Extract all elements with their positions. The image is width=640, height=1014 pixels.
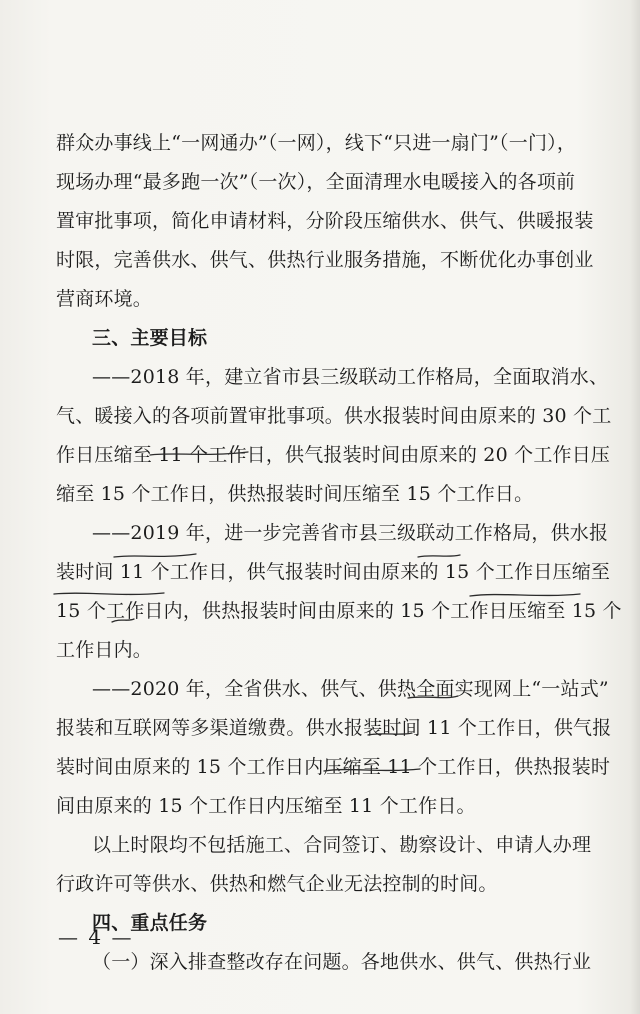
goal-2018-line: 作日压缩至 11 个工作日，供气报装时间由原来的 20 个工作日压 <box>56 444 611 466</box>
section-heading-main-goals: 三、主要目标 <box>92 327 208 349</box>
document-body <box>56 124 622 982</box>
goal-2018-line: ——2018 年，建立省市县三级联动工作格局，全面取消水、 <box>92 366 609 388</box>
paragraph-line: 现场办理“最多跑一次”（一次），全面清理水电暖接入的各项前 <box>56 171 576 193</box>
goal-2018-line: 气、暖接入的各项前置审批事项。供水报装时间由原来的 30 个工 <box>56 405 612 427</box>
goal-2020-line: 装时间由原来的 15 个工作日内压缩至 11 个工作日，供热报装时 <box>56 756 611 778</box>
page-edge-shadow <box>630 0 640 1014</box>
paragraph-line: 群众办事线上“一网通办”（一网），线下“只进一扇门”（一门）， <box>56 132 577 154</box>
paragraph-line: 置审批事项，简化申请材料，分阶段压缩供水、供气、供暖报装 <box>56 210 594 232</box>
goal-2019-line: 15 个工作日内，供热报装时间由原来的 15 个工作日压缩至 15 个 <box>56 600 622 622</box>
section-heading-key-tasks: 四、重点任务 <box>92 912 208 934</box>
goal-2020-line: ——2020 年，全省供水、供气、供热全面实现网上“一站式” <box>92 678 609 700</box>
goal-2019-line: ——2019 年，进一步完善省市县三级联动工作格局，供水报 <box>92 522 609 544</box>
task-1-line: （一）深入排查整改存在问题。各地供水、供气、供热行业 <box>92 951 592 973</box>
note-line: 以上时限均不包括施工、合同签订、勘察设计、申请人办理 <box>92 834 592 856</box>
goal-2019-line: 工作日内。 <box>56 639 153 661</box>
goal-2020-line: 间由原来的 15 个工作日内压缩至 11 个工作日。 <box>56 795 476 817</box>
paragraph-line: 时限，完善供水、供气、供热行业服务措施，不断优化办事创业 <box>56 249 594 271</box>
goal-2020-line: 报装和互联网等多渠道缴费。供水报装时间 11 个工作日，供气报 <box>56 717 612 739</box>
goal-2019-line: 装时间 11 个工作日，供气报装时间由原来的 15 个工作日压缩至 <box>56 561 611 583</box>
note-line: 行政许可等供水、供热和燃气企业无法控制的时间。 <box>56 873 498 895</box>
page-number: — 4 — <box>58 925 134 949</box>
paragraph-line: 营商环境。 <box>56 288 153 310</box>
goal-2018-line: 缩至 15 个工作日，供热报装时间压缩至 15 个工作日。 <box>56 483 534 505</box>
